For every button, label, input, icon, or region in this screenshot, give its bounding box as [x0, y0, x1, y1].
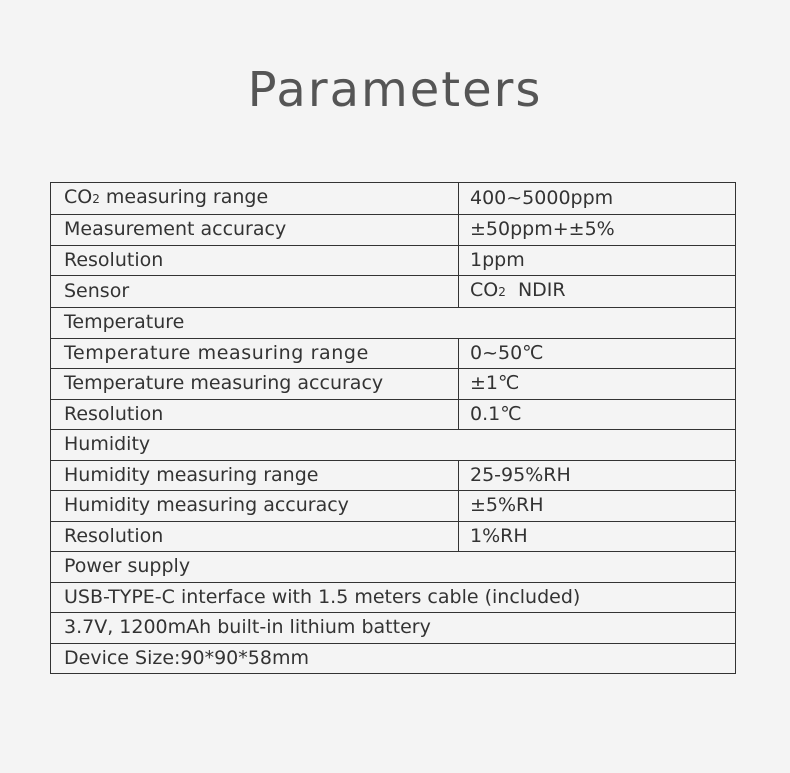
row-value: 0.1℃: [459, 399, 736, 430]
section-heading: Power supply: [51, 552, 736, 583]
sensor-value-main: CO: [470, 279, 499, 301]
table-row-usb-interface: [51, 582, 736, 613]
row-label: [51, 183, 459, 215]
row-label: Resolution: [51, 399, 459, 430]
full-width-text: Device Size:90*90*58mm: [51, 643, 736, 674]
section-heading: Humidity: [51, 430, 736, 461]
row-label: Temperature measuring range: [51, 338, 459, 369]
row-value: 400~5000ppm: [459, 183, 736, 215]
table-row-humidity-resolution: [51, 521, 736, 552]
co2-label-subscript: 2: [92, 192, 100, 206]
row-label: Humidity measuring range: [51, 460, 459, 491]
row-value: 1ppm: [459, 245, 736, 276]
co2-label-main: CO: [64, 186, 93, 208]
row-value: 1%RH: [459, 521, 736, 552]
row-value: ±1℃: [459, 369, 736, 400]
row-value: ±50ppm+±5%: [459, 215, 736, 246]
sensor-value-rest: NDIR: [505, 279, 566, 301]
table-section-power-supply: [51, 552, 736, 583]
table-section-humidity: [51, 430, 736, 461]
table-row-battery: [51, 613, 736, 644]
table-row-temperature-accuracy: [51, 369, 736, 400]
row-label: Resolution: [51, 245, 459, 276]
table-row-device-size: [51, 643, 736, 674]
sensor-value-subscript: 2: [498, 285, 506, 299]
row-label: Temperature measuring accuracy: [51, 369, 459, 400]
table-row-humidity-range: [51, 460, 736, 491]
table-row-co2-resolution: [51, 245, 736, 276]
table-row-co2-range: [51, 183, 736, 215]
table-row-temperature-resolution: [51, 399, 736, 430]
table-row-humidity-accuracy: [51, 491, 736, 522]
table-row-temperature-range: [51, 338, 736, 369]
row-label: Sensor: [51, 276, 459, 308]
full-width-text: USB-TYPE-C interface with 1.5 meters cable (included): [51, 582, 736, 613]
row-value: ±5%RH: [459, 491, 736, 522]
row-label: Humidity measuring accuracy: [51, 491, 459, 522]
co2-label-rest: measuring range: [99, 186, 269, 208]
table-section-temperature: [51, 308, 736, 339]
row-label: Measurement accuracy: [51, 215, 459, 246]
parameters-table: [50, 182, 736, 674]
row-label: Resolution: [51, 521, 459, 552]
page-title: Parameters: [247, 62, 543, 118]
row-value: [459, 276, 736, 308]
section-heading: Temperature: [51, 308, 736, 339]
table-row-sensor: [51, 276, 736, 308]
full-width-text: 3.7V, 1200mAh built-in lithium battery: [51, 613, 736, 644]
row-value: 0~50℃: [459, 338, 736, 369]
row-value: 25-95%RH: [459, 460, 736, 491]
table-row-measurement-accuracy: [51, 215, 736, 246]
